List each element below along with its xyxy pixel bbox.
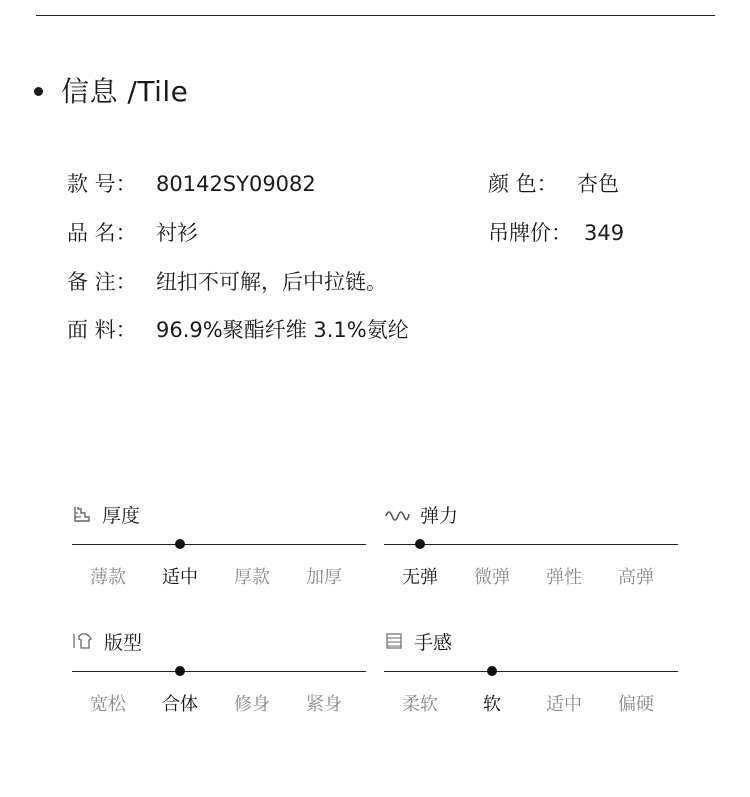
note-label: 备 注：: [67, 270, 137, 294]
info-fabric: [67, 316, 409, 344]
spec-title: 弹力: [420, 504, 459, 527]
spec-option: 宽松: [90, 694, 126, 715]
spec-title: 版型: [104, 631, 143, 654]
product-name-label: 品 名：: [67, 221, 137, 245]
spec-scale-line: [72, 671, 366, 672]
spec-option: 微弹: [474, 567, 510, 588]
color-label: 颜 色：: [488, 172, 558, 196]
spec-level-marker: [487, 666, 497, 676]
info-tag-price: [488, 219, 624, 247]
spec-option: 弹性: [546, 567, 582, 588]
info-style-number: [67, 170, 316, 198]
spec-scale-line: [72, 544, 366, 545]
spec-option: 薄款: [90, 567, 126, 588]
spec-scale-line: [384, 671, 678, 672]
spec-level-marker: [415, 539, 425, 549]
spec-option: 偏硬: [618, 694, 654, 715]
style-number-label: 款 号：: [67, 172, 137, 196]
top-divider: [36, 15, 715, 16]
spec-title: 手感: [414, 631, 453, 654]
tag-price-label: 吊牌价：: [488, 221, 572, 245]
fit-icon: [72, 631, 94, 651]
section-title: 信息 /Tile: [61, 75, 189, 108]
info-product-name: [67, 219, 198, 247]
spec-option: 加厚: [306, 567, 342, 588]
spec-option: 适中: [162, 567, 198, 588]
info-color: [488, 170, 619, 198]
spec-option: 软: [483, 694, 501, 715]
fabric-label: 面 料：: [67, 318, 137, 342]
spec-title: 厚度: [102, 504, 141, 527]
spec-option: 无弹: [402, 567, 438, 588]
thickness-icon: [72, 504, 92, 524]
fabric-value: 96.9%聚酯纤维 3.1%氨纶: [156, 318, 409, 342]
spec-option: 高弹: [618, 567, 654, 588]
spec-scale-line: [384, 544, 678, 545]
spec-option: 紧身: [306, 694, 342, 715]
color-value: 杏色: [577, 172, 619, 196]
spec-option: 厚款: [234, 567, 270, 588]
texture-icon: [384, 631, 404, 651]
style-number-value: 80142SY09082: [156, 172, 316, 196]
stretch-icon: [384, 504, 410, 524]
note-value: 纽扣不可解，后中拉链。: [156, 270, 387, 294]
spec-option: 适中: [546, 694, 582, 715]
spec-option: 合体: [162, 694, 198, 715]
spec-option: 修身: [234, 694, 270, 715]
bullet-dot: [34, 87, 43, 96]
tag-price-value: 349: [584, 221, 625, 245]
spec-level-marker: [175, 539, 185, 549]
section-heading: [34, 70, 188, 110]
spec-option: 柔软: [402, 694, 438, 715]
product-name-value: 衬衫: [156, 221, 198, 245]
spec-level-marker: [175, 666, 185, 676]
info-note: [67, 268, 387, 296]
